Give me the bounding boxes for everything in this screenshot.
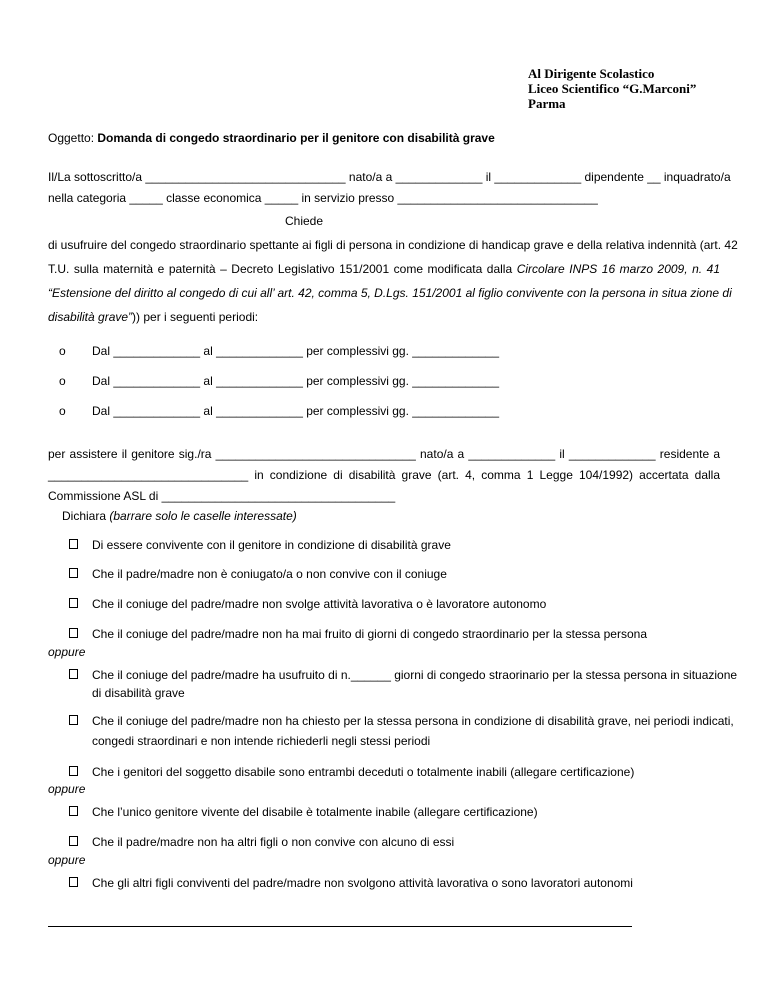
dichiara-label: Dichiara [62,509,110,523]
period-line-1: Dal _____________ al _____________ per complessivi gg. _____________ [92,344,500,358]
request-line-1: di usufruire del congedo straordinario spettante ai figli di persona in condizione di handicap grave e della relativa indennità (art. 42 [48,238,738,252]
chiede-heading: Chiede [284,214,324,228]
dichiara-hint: (barrare solo le caselle interessate) [109,509,297,523]
request-line-3-text: “Estensione del diritto al congedo di cui all’ art. 42, comma 5, D.Lgs. 151/2001 al figlio convivente con la persona in situa zione di [48,286,732,300]
checkbox-1[interactable] [69,539,78,549]
request-line-2-circolare: Circolare INPS 16 marzo 2009, n. 41 [516,262,720,276]
period-bullet-3: o [59,404,66,418]
request-line-2-text: T.U. sulla maternità e paternità – Decreto Legislativo 151/2001 come modificata dalla [48,262,517,276]
declaration-item-7: Che i genitori del soggetto disabile sono entrambi deceduti o totalmente inabili (allegare certificazione) [92,765,635,779]
checkbox-9[interactable] [69,836,78,846]
checkbox-4[interactable] [69,628,78,638]
declaration-item-5-cont: di disabilità grave [92,686,185,700]
declaration-item-6: Che il coniuge del padre/madre non ha chiesto per la stessa persona in condizione di disabilità grave, nei periodi indicati, [92,714,734,728]
declaration-item-6-cont: congedi straordinari e non intende richiederli negli stessi periodi [92,734,431,748]
request-line-2 [48,262,720,277]
checkbox-3[interactable] [69,598,78,608]
assist-line-1: per assistere il genitore sig./ra ______________________________ nato/a a _____________ il _____________ residente a [48,447,720,461]
recipient-line-3: Parma [528,96,566,111]
subject-line [48,131,720,146]
period-bullet-1: o [59,344,66,358]
checkbox-5[interactable] [69,669,78,679]
recipient-block [528,66,696,111]
subject-label: Oggetto: [48,131,98,145]
oppure-3: oppure [48,853,86,867]
request-line-4-italic: disabilità grave” [48,310,133,324]
period-line-2: Dal _____________ al _____________ per complessivi gg. _____________ [92,374,500,388]
request-line-3 [48,286,732,301]
period-line-3: Dal _____________ al _____________ per complessivi gg. _____________ [92,404,500,418]
footer-rule [48,926,632,927]
declaration-item-4: Che il coniuge del padre/madre non ha mai fruito di giorni di congedo straordinario per la stessa persona [92,627,647,641]
dichiara-heading [62,509,297,523]
period-bullet-2: o [59,374,66,388]
checkbox-10[interactable] [69,877,78,887]
checkbox-6[interactable] [69,715,78,725]
subject-text: Domanda di congedo straordinario per il genitore con disabilità grave [97,131,495,145]
declaration-item-9: Che il padre/madre non ha altri figli o non convive con alcuno di essi [92,835,455,849]
declaration-item-5: Che il coniuge del padre/madre ha usufruito di n.______ giorni di congedo straorinario per la stessa persona in situazione [92,668,738,682]
declaration-item-10: Che gli altri figli conviventi del padre/madre non svolgono attività lavorativa o sono lavoratori autonomi [92,876,633,890]
declaration-item-3: Che il coniuge del padre/madre non svolge attività lavorativa o è lavoratore autonomo [92,597,547,611]
checkbox-7[interactable] [69,766,78,776]
declaration-item-2: Che il padre/madre non è coniugato/a o non convive con il coniuge [92,567,447,581]
assist-line-2: ______________________________ in condizione di disabilità grave (art. 4, comma 1 Legge 104/1992) accertata dalla [48,468,720,482]
declaration-item-1: Di essere convivente con il genitore in condizione di disabilità grave [92,538,451,552]
request-line-4 [48,310,720,325]
request-line-4-text: )) per i seguenti periodi: [132,310,259,324]
oppure-1: oppure [48,645,86,659]
checkbox-2[interactable] [69,568,78,578]
recipient-line-1: Al Dirigente Scolastico [528,66,655,81]
checkbox-8[interactable] [69,806,78,816]
assist-line-3: Commissione ASL di ___________________________________ [48,489,396,503]
intro-line-2: nella categoria _____ classe economica _____ in servizio presso ______________________________ [48,191,598,205]
declaration-item-8: Che l’unico genitore vivente del disabile è totalmente inabile (allegare certificazione) [92,805,538,819]
intro-line-1: Il/La sottoscritto/a ______________________________ nato/a a _____________ il _____________ dipendente __ inquadrato/a [48,170,731,184]
recipient-line-2: Liceo Scientifico “G.Marconi” [528,81,697,96]
oppure-2: oppure [48,782,86,796]
